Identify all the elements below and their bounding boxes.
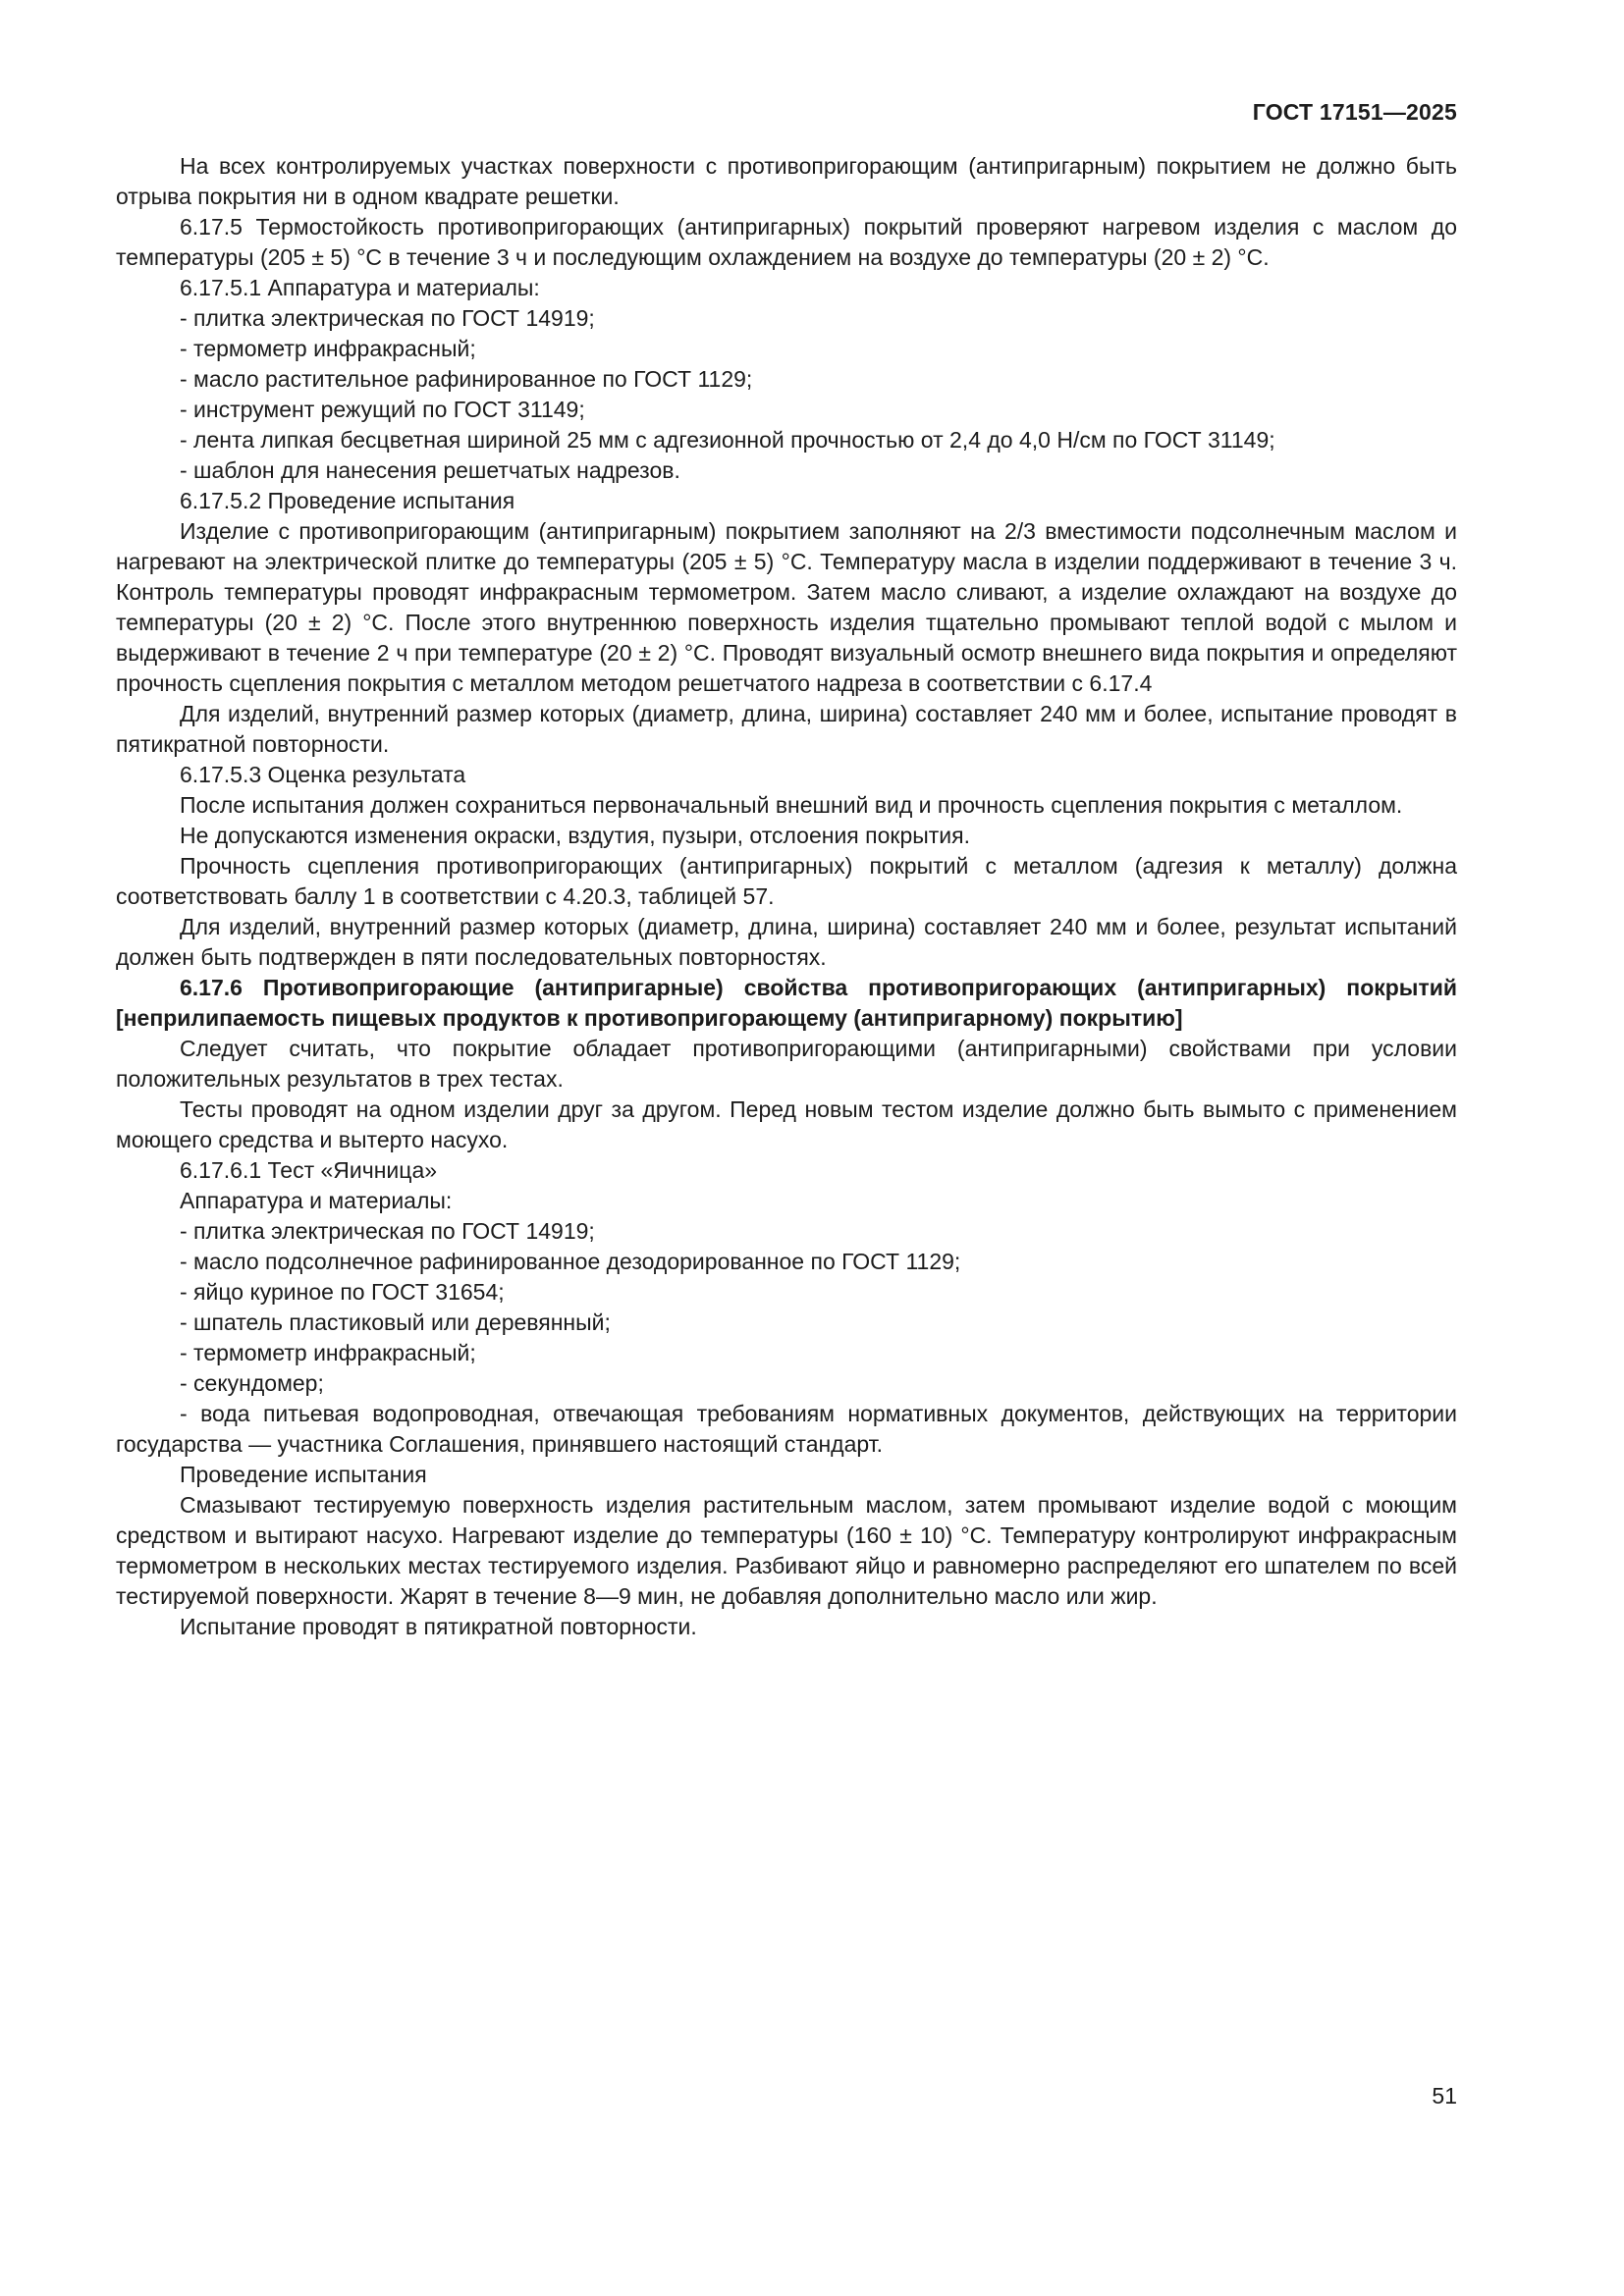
clause-paragraph: 6.17.6.1 Тест «Яичница» [180, 1157, 438, 1183]
list-item: - вода питьевая водопроводная, отвечающая требованиям нормативных документов, действующих на территории государства — участника Соглашения, принявшего настоящий стандарт. [116, 1401, 1457, 1457]
paragraph: Испытание проводят в пятикратной повторности. [180, 1614, 697, 1639]
standard-code-header: ГОСТ 17151—2025 [1252, 99, 1457, 125]
paragraph: Смазывают тестируемую поверхность изделия растительным маслом, затем промывают изделие водой с моющим средством и вытирают насухо. Нагревают изделие до температуры (160 ± 10) °С. Температуру контролируют инфракрасным термометром в нескольких местах тестируемого изделия. Разбивают яйцо и равномерно распределяют его шпателем по всей тестируемой поверхности. Жарят в течение 8—9 мин, не добавляя дополнительно масло или жир. [116, 1492, 1457, 1609]
clause-paragraph: 6.17.5.3 Оценка результата [180, 762, 466, 787]
list-item: - секундомер; [180, 1370, 324, 1396]
list-item: - шпатель пластиковый или деревянный; [180, 1309, 611, 1335]
paragraph: Проведение испытания [180, 1462, 427, 1487]
section-heading: 6.17.6 Противопригорающие (антипригарные) свойства противопригорающих (антипригарных) покрытий [неприлипаемость пищевых продуктов к противопригорающему (антипригарному) покрытию] [116, 975, 1457, 1031]
list-item: - инструмент режущий по ГОСТ 31149; [180, 397, 585, 422]
page-number: 51 [1432, 2083, 1457, 2109]
list-item: - термометр инфракрасный; [180, 336, 476, 361]
paragraph: Прочность сцепления противопригорающих (антипригарных) покрытий с металлом (адгезия к металлу) должна соответствовать баллу 1 в соответствии с 4.20.3, таблицей 57. [116, 853, 1457, 909]
clause-paragraph: 6.17.5.2 Проведение испытания [180, 488, 515, 513]
paragraph: Для изделий, внутренний размер которых (диаметр, длина, ширина) составляет 240 мм и более, испытание проводят в пятикратной повторности. [116, 701, 1457, 757]
paragraph: Аппаратура и материалы: [180, 1188, 453, 1213]
list-item: - масло подсолнечное рафинированное дезодорированное по ГОСТ 1129; [180, 1249, 961, 1274]
list-item: - плитка электрическая по ГОСТ 14919; [180, 1218, 595, 1244]
paragraph: Изделие с противопригорающим (антипригарным) покрытием заполняют на 2/3 вместимости подсолнечным маслом и нагревают на электрической плитке до температуры (205 ± 5) °С. Температуру масла в изделии поддерживают в течение 3 ч. Контроль температуры проводят инфракрасным термометром. Затем масло сливают, а изделие охлаждают на воздухе до температуры (20 ± 2) °С. После этого внутреннюю поверхность изделия тщательно промывают теплой водой с мылом и выдерживают в течение 2 ч при температуре (20 ± 2) °С. Проводят визуальный осмотр внешнего вида покрытия и определяют прочность сцепления покрытия с металлом методом решетчатого надреза в соответствии с 6.17.4 [116, 518, 1457, 696]
document-body [116, 151, 1457, 1642]
list-item: - яйцо куриное по ГОСТ 31654; [180, 1279, 505, 1305]
paragraph: Для изделий, внутренний размер которых (диаметр, длина, ширина) составляет 240 мм и более, результат испытаний должен быть подтвержден в пяти последовательных повторностях. [116, 914, 1457, 970]
paragraph: После испытания должен сохраниться первоначальный внешний вид и прочность сцепления покрытия с металлом. [180, 792, 1403, 818]
list-item: - плитка электрическая по ГОСТ 14919; [180, 305, 595, 331]
paragraph: Следует считать, что покрытие обладает противопригорающими (антипригарными) свойствами при условии положительных результатов в трех тестах. [116, 1036, 1457, 1092]
paragraph: Не допускаются изменения окраски, вздутия, пузыри, отслоения покрытия. [180, 823, 970, 848]
paragraph: На всех контролируемых участках поверхности с противопригорающим (антипригарным) покрытием не должно быть отрыва покрытия ни в одном квадрате решетки. [116, 153, 1457, 209]
clause-paragraph: 6.17.5 Термостойкость противопригорающих (антипригарных) покрытий проверяют нагревом изделия с маслом до температуры (205 ± 5) °С в течение 3 ч и последующим охлаждением на воздухе до температуры (20 ± 2) °С. [116, 214, 1457, 270]
list-item: - термометр инфракрасный; [180, 1340, 476, 1365]
clause-paragraph: 6.17.5.1 Аппаратура и материалы: [180, 275, 540, 300]
paragraph: Тесты проводят на одном изделии друг за другом. Перед новым тестом изделие должно быть вымыто с применением моющего средства и вытерто насухо. [116, 1096, 1457, 1152]
list-item: - лента липкая бесцветная шириной 25 мм с адгезионной прочностью от 2,4 до 4,0 Н/см по ГОСТ 31149; [180, 427, 1275, 453]
list-item: - масло растительное рафинированное по ГОСТ 1129; [180, 366, 753, 392]
list-item: - шаблон для нанесения решетчатых надрезов. [180, 457, 680, 483]
